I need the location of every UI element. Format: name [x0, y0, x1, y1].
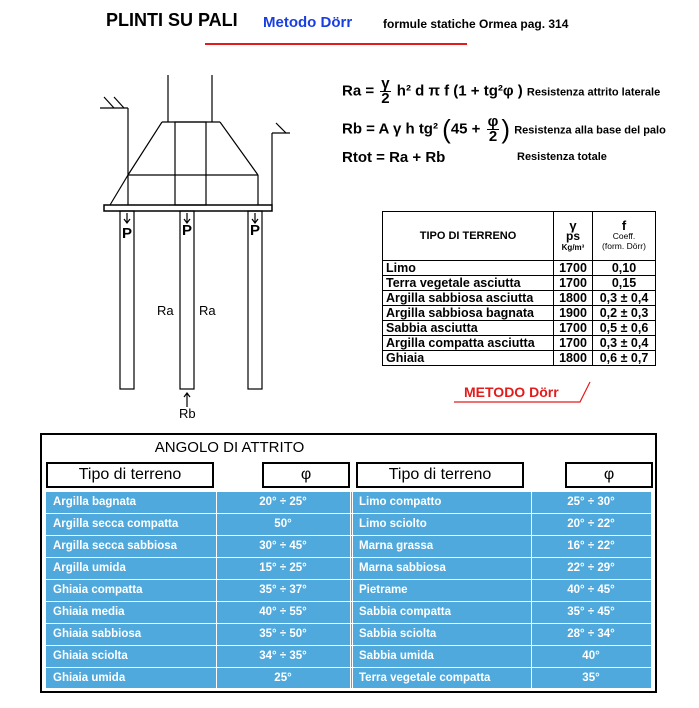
- friction-phi-left: 20° ÷ 25°: [259, 496, 307, 508]
- friction-phi-left: 30° ÷ 45°: [259, 540, 307, 552]
- header-terrain: TIPO DI TERRENO: [383, 212, 554, 261]
- formula-ra: [342, 77, 660, 106]
- friction-header-terrain-left: Tipo di terreno: [46, 462, 214, 488]
- friction-phi-right: 35° ÷ 45°: [567, 606, 615, 618]
- friction-terrain-right: Sabbia umida: [359, 650, 434, 662]
- method-footer-underline: [454, 376, 604, 406]
- soil-f: 0,2 ± 0,3: [593, 306, 656, 321]
- formula-rb-inner: 45 +: [450, 120, 481, 138]
- friction-terrain-right: Terra vegetale compatta: [359, 672, 491, 684]
- soil-properties-table: [382, 211, 656, 366]
- formula-rb-fraction: [487, 115, 500, 144]
- friction-phi-right: 40°: [582, 650, 600, 662]
- friction-terrain-left: Argilla secca sabbiosa: [53, 540, 178, 552]
- friction-terrain-right: Marna grassa: [359, 540, 434, 552]
- friction-terrain-right: Marna sabbiosa: [359, 562, 446, 574]
- soil-gamma: 1700: [554, 276, 593, 291]
- friction-phi-left: 50°: [274, 518, 292, 530]
- table-row: [383, 306, 656, 321]
- header-f-name: Coeff.: [612, 231, 636, 241]
- soil-f: 0,10: [593, 261, 656, 276]
- formula-rb-denominator: 2: [488, 128, 498, 145]
- friction-angle-panel: [40, 433, 657, 693]
- friction-terrain-right: Limo compatto: [359, 496, 442, 508]
- soil-terrain: Ghiaia: [383, 351, 554, 366]
- table-row: [383, 261, 656, 276]
- friction-phi-right: 20° ÷ 22°: [567, 518, 615, 530]
- friction-phi-left: 35° ÷ 37°: [259, 584, 307, 596]
- friction-phi-left: 40° ÷ 55°: [259, 606, 307, 618]
- table-row: [46, 491, 651, 513]
- friction-phi-right: 40° ÷ 45°: [567, 584, 615, 596]
- header-f: [593, 212, 656, 261]
- method-subtitle: Metodo Dörr: [263, 14, 353, 31]
- soil-gamma: 1700: [554, 321, 593, 336]
- friction-header-phi-left: φ: [262, 462, 350, 488]
- method-footer-label: METODO Dörr: [464, 384, 559, 400]
- table-row: [383, 291, 656, 306]
- table-row: [46, 645, 651, 667]
- friction-terrain-right: Limo sciolto: [359, 518, 427, 530]
- formula-rtot-description: Resistenza totale: [517, 151, 607, 163]
- pile-foundation-diagram: [100, 75, 290, 420]
- friction-phi-right: 35°: [582, 672, 600, 684]
- table-row: [46, 579, 651, 601]
- friction-terrain-left: Argilla umida: [53, 562, 126, 574]
- formula-ra-lhs: Ra =: [342, 82, 375, 100]
- friction-phi-right: 16° ÷ 22°: [567, 540, 615, 552]
- header-gamma-symbol: γ: [569, 217, 577, 233]
- friction-phi-right: 22° ÷ 29°: [567, 562, 615, 574]
- soil-terrain: Limo: [383, 261, 554, 276]
- friction-terrain-right: Pietrame: [359, 584, 408, 596]
- friction-phi-right: 28° ÷ 34°: [567, 628, 615, 640]
- table-row: [383, 351, 656, 366]
- soil-gamma: 1800: [554, 351, 593, 366]
- friction-phi-right: 25° ÷ 30°: [567, 496, 615, 508]
- formula-rb-lhs: Rb = A γ h tg²: [342, 120, 438, 138]
- header-f-note: (form. Dörr): [602, 241, 646, 251]
- formula-rb-numerator: φ: [487, 113, 499, 130]
- soil-f: 0,3 ± 0,4: [593, 336, 656, 351]
- pile-load-right: P: [250, 222, 261, 239]
- header-gamma-unit: Kg/m³: [561, 242, 585, 252]
- table-row: [46, 535, 651, 557]
- formula-ra-fraction: [380, 77, 390, 106]
- pile-load-left: P: [122, 225, 133, 242]
- soil-f: 0,6 ± 0,7: [593, 351, 656, 366]
- friction-header-phi-right: φ: [565, 462, 653, 488]
- friction-title: ANGOLO DI ATTRITO: [154, 439, 305, 456]
- page-title: PLINTI SU PALI: [106, 10, 238, 30]
- friction-terrain-left: Ghiaia sciolta: [53, 650, 128, 662]
- soil-gamma: 1700: [554, 261, 593, 276]
- soil-gamma: 1800: [554, 291, 593, 306]
- soil-f: 0,5 ± 0,6: [593, 321, 656, 336]
- lateral-resistance-left: Ra: [157, 303, 174, 318]
- column-divider: [216, 491, 217, 688]
- soil-terrain: Argilla sabbiosa bagnata: [383, 306, 554, 321]
- table-row: [46, 601, 651, 623]
- formula-ra-denominator: 2: [381, 90, 390, 107]
- pile-load-center: P: [182, 222, 193, 239]
- table-row: [383, 336, 656, 351]
- column-divider: [531, 491, 532, 688]
- friction-terrain-right: Sabbia sciolta: [359, 628, 437, 640]
- friction-terrain-left: Ghiaia sabbiosa: [53, 628, 142, 640]
- soil-gamma: 1900: [554, 306, 593, 321]
- formula-rb: Rb = A γ h tg² (45 + $\frac{\varphi}{2}$ ) Resistenza alla base del palo: [342, 113, 666, 145]
- header-f-symbol: f: [621, 218, 627, 233]
- soil-gamma: 1700: [554, 336, 593, 351]
- table-row: [383, 321, 656, 336]
- formula-ra-rhs: h² d π f (1 + tg²φ ): [396, 82, 523, 100]
- soil-f: 0,15: [593, 276, 656, 291]
- friction-terrain-left: Ghiaia media: [53, 606, 125, 618]
- friction-phi-left: 34° ÷ 35°: [259, 650, 307, 662]
- table-row: [383, 276, 656, 291]
- friction-phi-left: 35° ÷ 50°: [259, 628, 307, 640]
- friction-phi-left: 25°: [274, 672, 292, 684]
- formula-ra-description: Resistenza attrito laterale: [526, 86, 661, 99]
- formula-rb-description: Resistenza alla base del palo: [514, 124, 666, 137]
- soil-terrain: Sabbia asciutta: [383, 321, 554, 336]
- friction-header-terrain-right: Tipo di terreno: [356, 462, 524, 488]
- table-row: [46, 623, 651, 645]
- base-resistance-label: Rb: [179, 406, 196, 420]
- friction-terrain-left: Argilla secca compatta: [53, 518, 179, 530]
- soil-terrain: Terra vegetale asciutta: [383, 276, 554, 291]
- header-gamma-name: ps: [565, 228, 580, 243]
- column-divider: [352, 491, 353, 688]
- friction-phi-left: 15° ÷ 25°: [259, 562, 307, 574]
- soil-terrain: Argilla compatta asciutta: [383, 336, 554, 351]
- lateral-resistance-right: Ra: [199, 303, 216, 318]
- friction-terrain-left: Ghiaia compatta: [53, 584, 143, 596]
- header-gamma: [554, 212, 593, 261]
- table-row: [46, 667, 651, 689]
- soil-f: 0,3 ± 0,4: [593, 291, 656, 306]
- friction-terrain-right: Sabbia compatta: [359, 606, 452, 618]
- formula-ra-numerator: γ: [381, 75, 390, 92]
- title-underline: [205, 43, 467, 45]
- friction-grid: [46, 491, 651, 688]
- table-row: [46, 557, 651, 579]
- formula-rtot: Rtot = Ra + Rb: [342, 149, 446, 166]
- soil-terrain: Argilla sabbiosa asciutta: [383, 291, 554, 306]
- table-row: [46, 513, 651, 535]
- friction-terrain-left: Ghiaia umida: [53, 672, 126, 684]
- reference-note: formule statiche Ormea pag. 314: [383, 17, 569, 31]
- friction-terrain-left: Argilla bagnata: [53, 496, 137, 508]
- column-divider: [350, 491, 351, 688]
